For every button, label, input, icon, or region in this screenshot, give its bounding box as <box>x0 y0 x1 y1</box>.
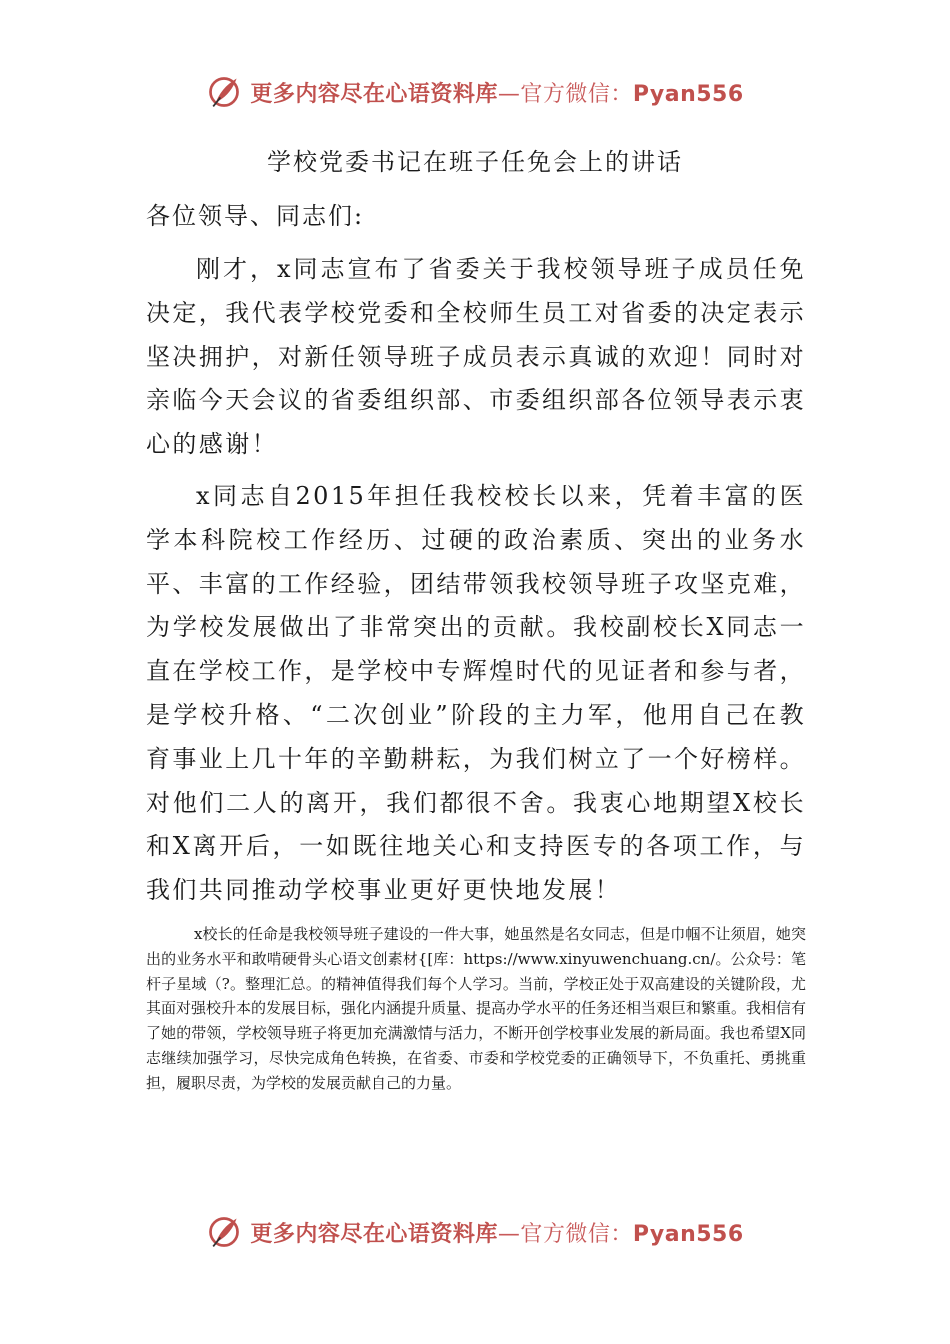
footer-banner-text <box>250 1217 743 1248</box>
footer-banner <box>0 1208 950 1256</box>
header-banner <box>0 68 950 116</box>
footer-banner-wechat-id: Pyan556 <box>632 1221 744 1247</box>
salutation: 各位领导、同志们: <box>146 202 365 230</box>
header-banner-slogan: 更多内容尽在心语资料库 <box>250 81 498 107</box>
document-title: 学校党委书记在班子任免会上的讲话 <box>267 148 683 176</box>
quill-logo-icon <box>206 1214 242 1250</box>
paragraph-2: x同志自2015年担任我校校长以来，凭着丰富的医学本科院校工作经历、过硬的政治素质、突出的业务水平、丰富的工作经验，团结带领我校领导班子攻坚克难，为学校发展做出了非常突出的贡献。我校副校长X同志一直在学校工作，是学校中专辉煌时代的见证者和参与者，是学校升格、“二次创业”阶段的主力军，他用自己在教育事业上几十年的辛勤耕耘，为我们树立了一个好榜样。对他们二人的离开，我们都很不舍。我衷心地期望X校长和X离开后，一如既往地关心和支持医专的各项工作，与我们共同推动学校事业更好更快地发展！ <box>146 482 806 905</box>
header-banner-wechat-id: Pyan556 <box>632 81 744 107</box>
quill-logo-icon <box>206 74 242 110</box>
footer-banner-wechat-label: —官方微信： <box>497 1221 633 1247</box>
paragraph-1: 刚才，x同志宣布了省委关于我校领导班子成员任免决定，我代表学校党委和全校师生员工对省委的决定表示坚决拥护，对新任领导班子成员表示真诚的欢迎！同时对亲临今天会议的省委组织部、市委组织部各位领导表示衷心的感谢！ <box>146 255 806 459</box>
footer-banner-slogan: 更多内容尽在心语资料库 <box>250 1221 498 1247</box>
header-banner-wechat-label: —官方微信： <box>497 81 633 107</box>
paragraph-3: x校长的任命是我校领导班子建设的一件大事，她虽然是名女同志，但是巾帼不让须眉，她突出的业务水平和敢啃硬骨头心语文创素材{[库：https://www.xinyuwenchuang.cn/。公众号：笔杆子星域（?。整理汇总。的精神值得我们每个人学习。当前，学校正处于双高建设的关键阶段，尤其面对强校升本的发展目标，强化内涵提升质量、提高办学水平的任务还相当艰巨和繁重。我相信有了她的带领，学校领导班子将更加充满激情与活力，不断开创学校事业发展的新局面。我也希望X同志继续加强学习，尽快完成角色转换，在省委、市委和学校党委的正确领导下，不负重托、勇挑重担，履职尽责，为学校的发展贡献自己的力量。 <box>146 925 807 1092</box>
header-banner-text <box>250 77 743 108</box>
